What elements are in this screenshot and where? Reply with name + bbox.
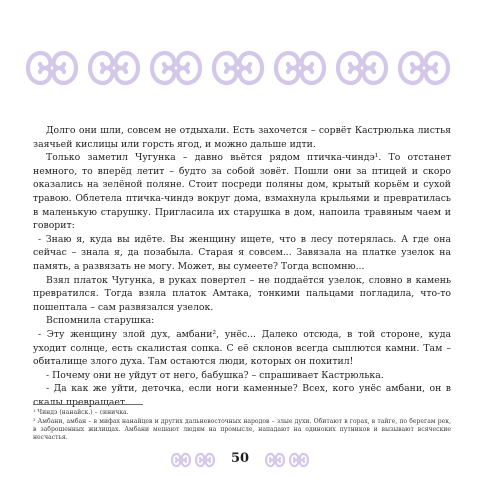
story-text (33, 124, 451, 409)
paragraph: Вспомнила старушка: (46, 315, 155, 327)
footnote-divider (33, 404, 143, 405)
header-ornament (0, 38, 480, 98)
footnote: ¹ Чиндэ (нанайск.) – синичка. (33, 409, 129, 416)
paragraph: Только заметил Чугунка – давно вьётся рядом птичка-чиндэ¹. То отстанет немного, то вперёд летит – будто за собой зовёт. Пошли они за птицей и скоро оказались на зелёной поляне. Стоит посреди поляны дом, крытый корьём и сухой травою. Облетела птичка-чиндэ вокруг дома, взмахнула крыльями и превратилась в маленькую старушку. Пригласила их старушка в дом, напоила травяным чаем и говорит: (33, 152, 451, 232)
footnotes (33, 409, 451, 443)
paragraph: Взял платок Чугунка, в руках повертел – не поддаётся узелок, словно в камень превратился. Тогда взяла платок Амтака, тонкими пальцами погладила, что-то пошептала – сам развязался узелок. (33, 274, 451, 313)
dialogue-paragraph: - Да как же уйти, деточка, если ноги каменные? Всех, кого унёс амбани, он в скалы превращает. (33, 383, 451, 408)
footnote: ² Амбани, амбан – в мифах нанайцев и других дальневосточных народов – злые духи. Обитают в горах, в тайге, по берегам рек, в заброшенных жилищах. Амбани мешают людям на промысле, нападают на одиноких путников и вызывают всяческие несчастья. (33, 417, 451, 442)
dialogue-paragraph: - Знаю я, куда вы идёте. Вы женщину ищете, что в лесу потерялась. А где она сейчас – знала я, да позабыла. Старая я совсем... Завязала на платке узелок на память, а развязать не могу. Может, вы сумеете? Тогда вспомню... (33, 233, 451, 272)
paragraph: Долго они шли, совсем не отдыхали. Есть захочется – сорвёт Кастрюлька листья заячьей кислицы или горсть ягод, и можно дальше идти. (33, 125, 451, 150)
scroll-ornament-row (28, 53, 448, 83)
dialogue-paragraph: - Почему они не уйдут от него, бабушка? – спрашивает Кастрюлька. (46, 369, 384, 381)
page-number: 50 (230, 451, 250, 466)
dialogue-paragraph: - Эту женщину злой дух, амбани², унёс... Далеко отсюда, в той стороне, куда уходит солнце, есть скалистая сопка. С её склонов всегда сыплются камни. Там – обиталище злого духа. Там остаются люди, которых он похитил! (33, 328, 451, 368)
